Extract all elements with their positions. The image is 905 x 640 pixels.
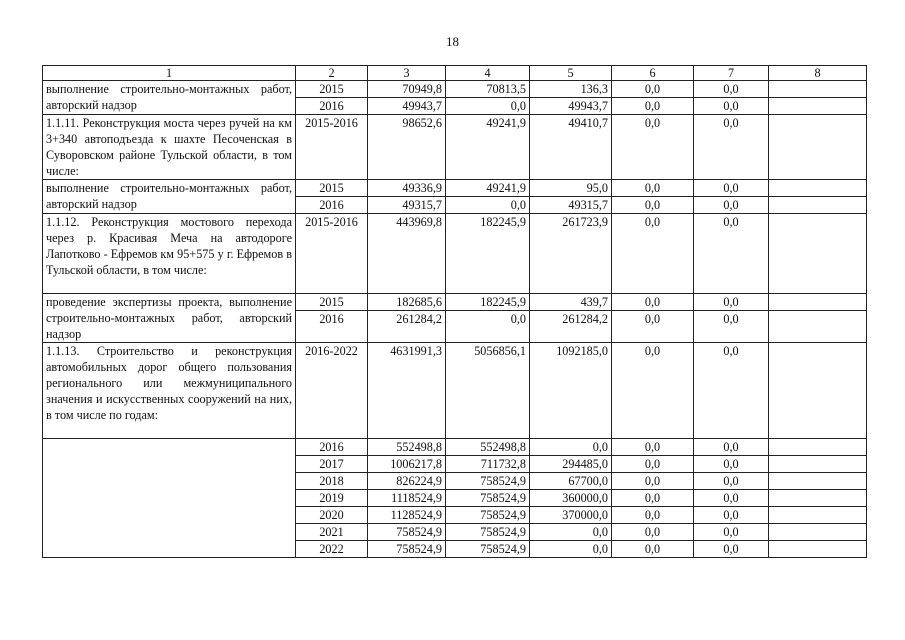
value-col3: 98652,6 <box>368 115 446 180</box>
year-cell: 2015-2016 <box>296 115 368 180</box>
year-cell: 2018 <box>296 473 368 490</box>
value-col4: 5056856,1 <box>446 343 530 439</box>
year-cell: 2019 <box>296 490 368 507</box>
value-col7: 0,0 <box>694 81 769 98</box>
value-col6: 0,0 <box>612 541 694 558</box>
year-cell: 2016-2022 <box>296 343 368 439</box>
value-col5: 1092185,0 <box>530 343 612 439</box>
value-col7: 0,0 <box>694 541 769 558</box>
row-description: 1.1.13. Строительство и реконструкция автомобильных дорог общего пользования регионального или межмуниципального значения и искусственных сооружений на них, в том числе по годам: <box>43 343 296 439</box>
value-col3: 4631991,3 <box>368 343 446 439</box>
year-cell: 2016 <box>296 197 368 214</box>
table-header-row <box>43 66 867 81</box>
value-col6: 0,0 <box>612 524 694 541</box>
value-col6: 0,0 <box>612 81 694 98</box>
value-col6: 0,0 <box>612 507 694 524</box>
value-col8 <box>769 81 867 98</box>
value-col7: 0,0 <box>694 456 769 473</box>
value-col8 <box>769 294 867 311</box>
budget-table <box>42 65 867 558</box>
value-col3: 1006217,8 <box>368 456 446 473</box>
value-col5: 49943,7 <box>530 98 612 115</box>
page-number: 18 <box>446 34 459 49</box>
row-description: 1.1.11. Реконструкция моста через ручей на км 3+340 автоподъезда к шахте Песоченская в Суворовском районе Тульской области, в том числе: <box>43 115 296 180</box>
value-col4: 758524,9 <box>446 490 530 507</box>
column-header-8: 8 <box>769 66 867 81</box>
value-col8 <box>769 473 867 490</box>
table-row <box>43 294 867 311</box>
value-col4: 0,0 <box>446 311 530 343</box>
value-col4: 49241,9 <box>446 180 530 197</box>
value-col6: 0,0 <box>612 180 694 197</box>
value-col3: 758524,9 <box>368 524 446 541</box>
value-col5: 261723,9 <box>530 214 612 294</box>
value-col5: 294485,0 <box>530 456 612 473</box>
year-cell: 2016 <box>296 98 368 115</box>
column-header-6: 6 <box>612 66 694 81</box>
value-col4: 70813,5 <box>446 81 530 98</box>
value-col6: 0,0 <box>612 473 694 490</box>
value-col8 <box>769 524 867 541</box>
value-col3: 49315,7 <box>368 197 446 214</box>
value-col6: 0,0 <box>612 197 694 214</box>
value-col3: 182685,6 <box>368 294 446 311</box>
value-col3: 70949,8 <box>368 81 446 98</box>
value-col7: 0,0 <box>694 524 769 541</box>
column-header-4: 4 <box>446 66 530 81</box>
year-cell: 2015 <box>296 294 368 311</box>
value-col5: 49410,7 <box>530 115 612 180</box>
value-col8 <box>769 490 867 507</box>
value-col3: 826224,9 <box>368 473 446 490</box>
year-cell: 2021 <box>296 524 368 541</box>
value-col7: 0,0 <box>694 507 769 524</box>
value-col4: 49241,9 <box>446 115 530 180</box>
value-col6: 0,0 <box>612 294 694 311</box>
value-col3: 758524,9 <box>368 541 446 558</box>
value-col5: 0,0 <box>530 524 612 541</box>
value-col3: 49943,7 <box>368 98 446 115</box>
value-col3: 552498,8 <box>368 439 446 456</box>
value-col6: 0,0 <box>612 490 694 507</box>
value-col4: 0,0 <box>446 98 530 115</box>
row-description: проведение экспертизы проекта, выполнение строительно-монтажных работ, авторский надзор <box>43 294 296 343</box>
column-header-7: 7 <box>694 66 769 81</box>
table-row <box>43 439 867 456</box>
value-col5: 0,0 <box>530 439 612 456</box>
value-col3: 49336,9 <box>368 180 446 197</box>
value-col8 <box>769 180 867 197</box>
value-col6: 0,0 <box>612 343 694 439</box>
value-col8 <box>769 541 867 558</box>
table-row <box>43 343 867 439</box>
value-col4: 758524,9 <box>446 524 530 541</box>
value-col5: 67700,0 <box>530 473 612 490</box>
year-cell: 2017 <box>296 456 368 473</box>
table-row <box>43 214 867 294</box>
value-col8 <box>769 343 867 439</box>
value-col5: 136,3 <box>530 81 612 98</box>
column-header-2: 2 <box>296 66 368 81</box>
year-cell: 2015 <box>296 81 368 98</box>
value-col4: 0,0 <box>446 197 530 214</box>
value-col8 <box>769 311 867 343</box>
row-description: 1.1.12. Реконструкция мостового перехода через р. Красивая Меча на автодороге Лапотково - Ефремов км 95+575 у г. Ефремов в Тульской области, в том числе: <box>43 214 296 294</box>
year-cell: 2016 <box>296 439 368 456</box>
value-col3: 1128524,9 <box>368 507 446 524</box>
value-col4: 182245,9 <box>446 294 530 311</box>
value-col7: 0,0 <box>694 180 769 197</box>
value-col3: 1118524,9 <box>368 490 446 507</box>
value-col7: 0,0 <box>694 98 769 115</box>
value-col7: 0,0 <box>694 343 769 439</box>
value-col4: 758524,9 <box>446 473 530 490</box>
value-col6: 0,0 <box>612 98 694 115</box>
value-col4: 552498,8 <box>446 439 530 456</box>
value-col7: 0,0 <box>694 294 769 311</box>
table-row <box>43 180 867 197</box>
value-col6: 0,0 <box>612 456 694 473</box>
year-cell: 2015-2016 <box>296 214 368 294</box>
column-header-1: 1 <box>43 66 296 81</box>
value-col4: 182245,9 <box>446 214 530 294</box>
value-col4: 758524,9 <box>446 507 530 524</box>
value-col8 <box>769 98 867 115</box>
value-col5: 439,7 <box>530 294 612 311</box>
year-cell: 2016 <box>296 311 368 343</box>
column-header-5: 5 <box>530 66 612 81</box>
column-header-3: 3 <box>368 66 446 81</box>
value-col8 <box>769 439 867 456</box>
value-col8 <box>769 115 867 180</box>
value-col7: 0,0 <box>694 214 769 294</box>
value-col8 <box>769 214 867 294</box>
value-col6: 0,0 <box>612 311 694 343</box>
value-col3: 443969,8 <box>368 214 446 294</box>
value-col5: 95,0 <box>530 180 612 197</box>
value-col5: 49315,7 <box>530 197 612 214</box>
table-row <box>43 115 867 180</box>
value-col8 <box>769 197 867 214</box>
table-row <box>43 81 867 98</box>
year-cell: 2020 <box>296 507 368 524</box>
value-col5: 360000,0 <box>530 490 612 507</box>
value-col5: 261284,2 <box>530 311 612 343</box>
value-col3: 261284,2 <box>368 311 446 343</box>
value-col7: 0,0 <box>694 439 769 456</box>
value-col6: 0,0 <box>612 115 694 180</box>
row-description: выполнение строительно-монтажных работ, авторский надзор <box>43 81 296 115</box>
value-col4: 711732,8 <box>446 456 530 473</box>
value-col8 <box>769 507 867 524</box>
value-col7: 0,0 <box>694 197 769 214</box>
value-col4: 758524,9 <box>446 541 530 558</box>
value-col8 <box>769 456 867 473</box>
value-col7: 0,0 <box>694 311 769 343</box>
value-col6: 0,0 <box>612 214 694 294</box>
value-col5: 370000,0 <box>530 507 612 524</box>
year-cell: 2015 <box>296 180 368 197</box>
row-description <box>43 439 296 558</box>
year-cell: 2022 <box>296 541 368 558</box>
row-description: выполнение строительно-монтажных работ, авторский надзор <box>43 180 296 214</box>
value-col7: 0,0 <box>694 473 769 490</box>
value-col5: 0,0 <box>530 541 612 558</box>
value-col6: 0,0 <box>612 439 694 456</box>
value-col7: 0,0 <box>694 490 769 507</box>
value-col7: 0,0 <box>694 115 769 180</box>
